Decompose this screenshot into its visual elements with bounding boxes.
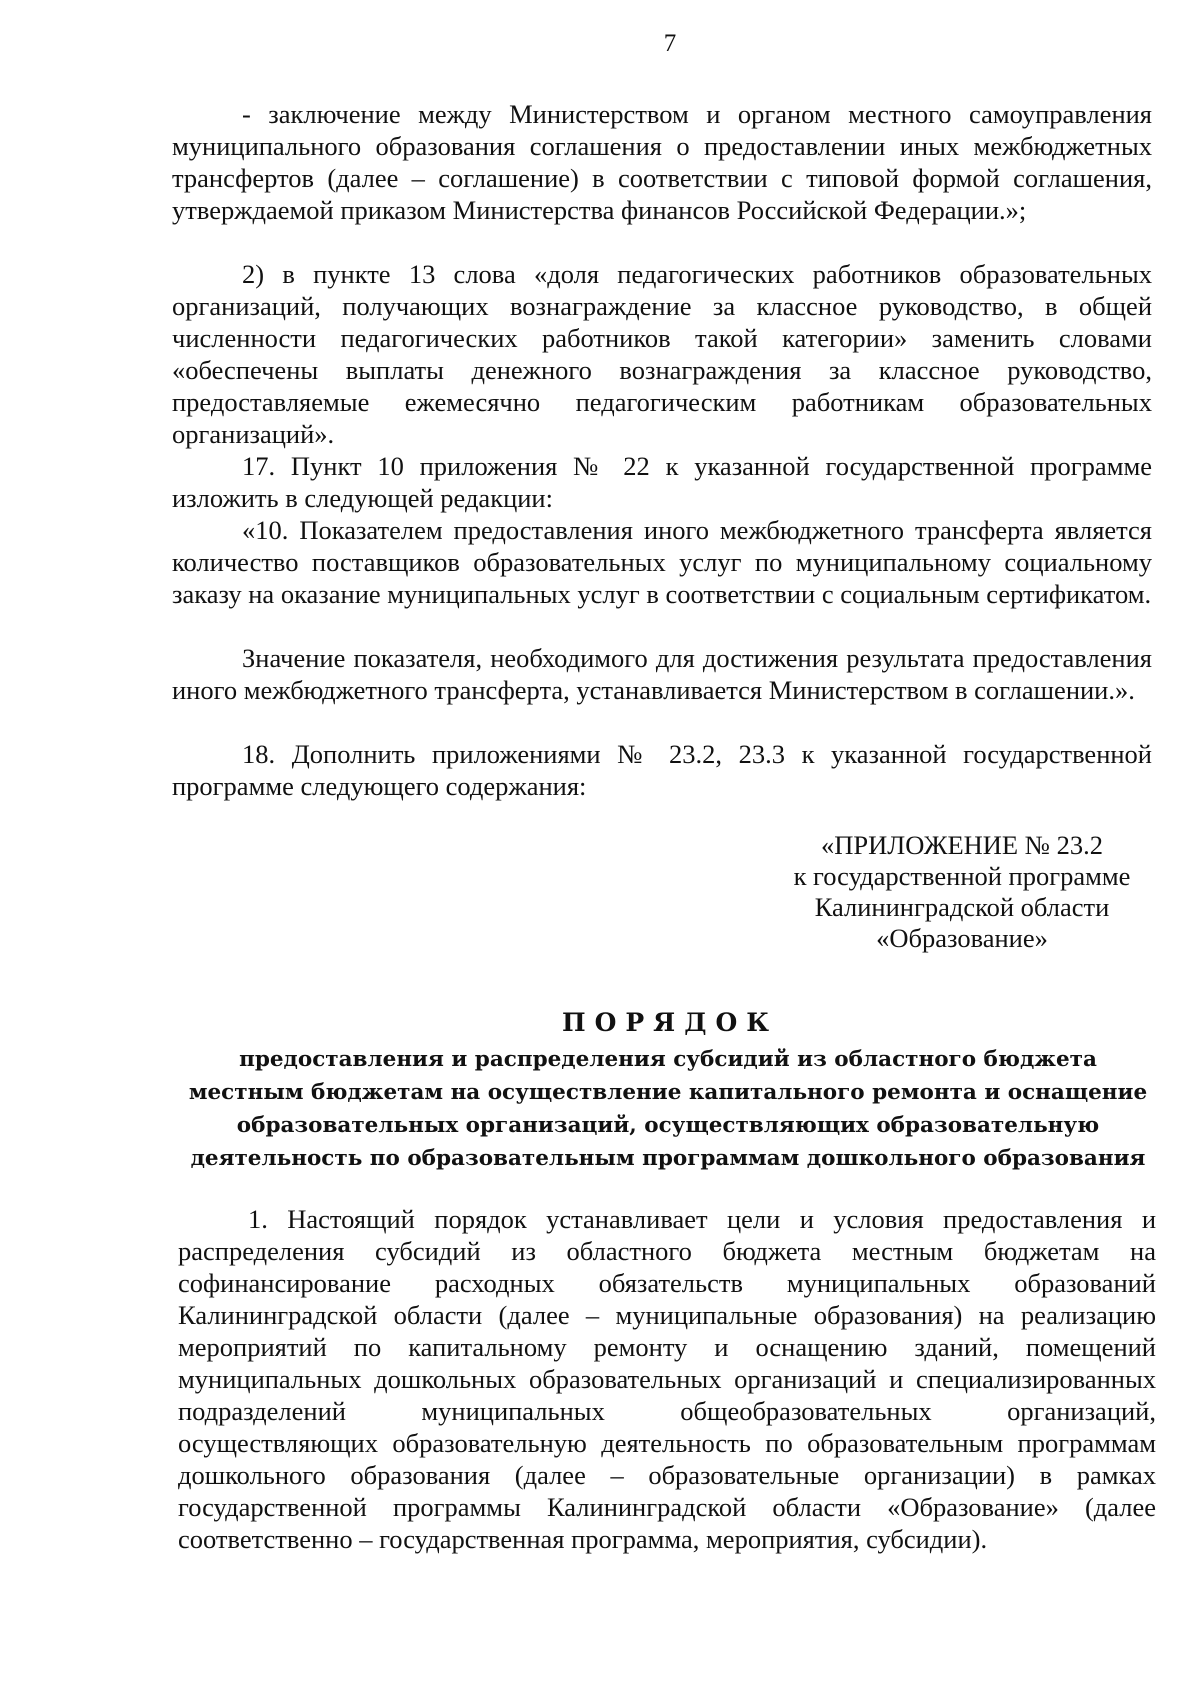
paragraph-agreement-clause: - заключение между Министерством и органом местного самоуправления муниципального образования соглашения о предоставлении иных межбюджетных трансфертов (далее – соглашение) в соответствии с типовой формой соглашения, утверждаемой приказом Министерства финансов Российской Федерации.»;	[172, 99, 1152, 225]
paragraph-point-10: «10. Показателем предоставления иного межбюджетного трансферта является количество поставщиков образовательных услуг по муниципальному социальному заказу на оказание муниципальных услуг в соответствии с социальным сертификатом.	[172, 515, 1152, 609]
paragraph-item-18: 18. Дополнить приложениями № 23.2, 23.3 к указанной государственной программе следующего содержания:	[172, 739, 1152, 801]
attachment-header	[760, 830, 1164, 954]
attachment-header-line: к государственной программе	[793, 861, 1131, 891]
procedure-title: ПОРЯДОК	[562, 1008, 778, 1037]
attachment-header-line: «ПРИЛОЖЕНИЕ № 23.2	[820, 830, 1103, 860]
page-number: 7	[663, 30, 677, 57]
paragraph-item-2: 2) в пункте 13 слова «доля педагогических работников образовательных организаций, получающих вознаграждение за классное руководство, в общей численности педагогических работников такой категории» заменить словами «обеспечены выплаты денежного вознаграждения за классное руководство, предоставляемые ежемесячно педагогическим работникам образовательных организаций».	[172, 259, 1152, 449]
paragraph-indicator-value: Значение показателя, необходимого для достижения результата предоставления иного межбюджетного трансферта, устанавливается Министерством в соглашении.».	[172, 643, 1152, 705]
procedure-subtitle: предоставления и распределения субсидий из областного бюджета местным бюджетам на осуществление капитального ремонта и оснащение образовательных организаций, осуществляющих образовательную деятельность по образовательным программам дошкольного образования	[188, 1047, 1148, 1171]
paragraph-item-17: 17. Пункт 10 приложения № 22 к указанной государственной программе изложить в следующей редакции:	[172, 451, 1152, 513]
paragraph-procedure-point-1: 1. Настоящий порядок устанавливает цели и условия предоставления и распределения субсидий из областного бюджета местным бюджетам на софинансирование расходных обязательств муниципальных образований Калининградской области (далее – муниципальные образования) на реализацию мероприятий по капитальному ремонту и оснащению зданий, помещений муниципальных дошкольных образовательных организаций и специализированных подразделений муниципальных общеобразовательных организаций, осуществляющих образовательную деятельность по образовательным программам дошкольного образования (далее – образовательные организации) в рамках государственной программы Калининградской области «Образование» (далее соответственно – государственная программа, мероприятия, субсидии).	[178, 1204, 1156, 1554]
attachment-header-line: Калининградской области	[814, 892, 1110, 922]
attachment-header-line: «Образование»	[876, 923, 1048, 953]
